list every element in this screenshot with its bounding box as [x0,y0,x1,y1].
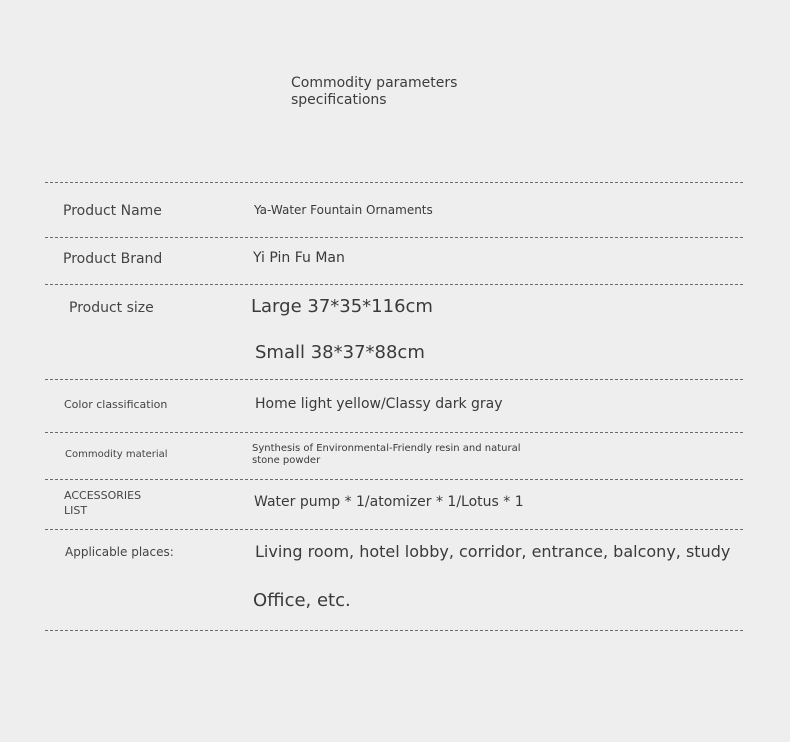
divider [45,237,743,238]
spec-label-commodity-material: Commodity material [65,449,168,460]
divider [45,432,743,433]
spec-value-size-small: Small 38*37*88cm [255,342,425,363]
divider [45,630,743,631]
spec-label-product-name: Product Name [63,203,162,219]
divider [45,284,743,285]
spec-value-accessories: Water pump * 1/atomizer * 1/Lotus * 1 [254,494,524,510]
spec-value-applicable-places-line-1: Living room, hotel lobby, corridor, entrance, balcony, study [255,542,731,561]
page-title-line-2: specifications [291,92,387,108]
spec-label-product-brand: Product Brand [63,251,163,267]
page-title-line-1: Commodity parameters [291,75,458,91]
divider [45,529,743,530]
spec-value-material-line-2: stone powder [252,455,321,466]
spec-label-applicable-places: Applicable places: [65,545,174,559]
spec-label-product-size: Product size [69,300,154,316]
spec-value-product-name: Ya-Water Fountain Ornaments [254,203,433,217]
divider [45,379,743,380]
spec-label-accessories-line-1: ACCESSORIES [64,489,142,502]
spec-value-size-large: Large 37*35*116cm [251,296,433,317]
spec-label-accessories-line-2: LIST [64,504,88,517]
spec-value-material-line-1: Synthesis of Environmental-Friendly resin and natural [252,443,521,454]
spec-label-color-classification: Color classification [64,398,168,411]
spec-value-product-brand: Yi Pin Fu Man [253,250,345,266]
divider [45,479,743,480]
spec-value-applicable-places-line-2: Office, etc. [253,590,351,611]
page-title [291,75,457,109]
divider [45,182,743,183]
spec-label-accessories-list [64,488,141,518]
spec-value-color-classification: Home light yellow/Classy dark gray [255,396,503,412]
